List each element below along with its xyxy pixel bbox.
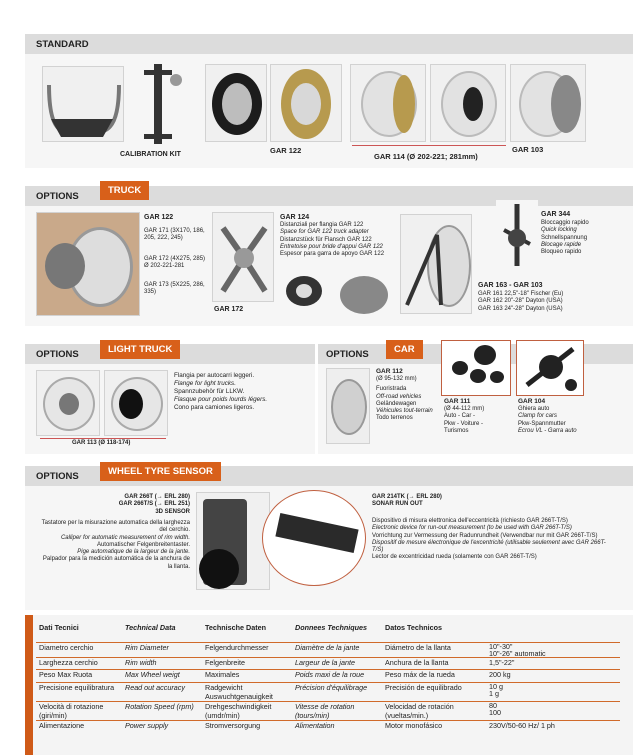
gar344-line-en: Quick locking (541, 227, 577, 234)
gar113-image-a (36, 370, 100, 436)
specs-value-cell: 200 kg (486, 670, 620, 683)
gar172-text: GAR 172 (4X275, 285) Ø 202-221-281 (144, 256, 206, 270)
specs-cell: Motor monofásico (382, 720, 486, 733)
gar124-line-en: Space for GAR 122 truck adapter (280, 229, 369, 236)
sensor-left-head (90, 494, 190, 516)
sonar-run-out-line: SONAR RUN OUT (372, 501, 423, 508)
sensor-left-de: Automatischer Felgenbreitentaster. (96, 541, 190, 548)
gar173-text: GAR 173 (5X225, 286, 335) (144, 282, 205, 296)
specs-row (36, 670, 620, 683)
light-truck-text (174, 372, 314, 412)
sensor-right-es: Lector de excentricidad rueda (solamente con GAR 266T-T/S) (372, 554, 537, 561)
gar163-image (400, 214, 472, 314)
gar344-title: GAR 344 (541, 211, 571, 218)
specs-cell: Vitesse de rotation (tours/min) (292, 701, 382, 720)
sensor-machine-image (196, 492, 270, 590)
sensor-right-it: Dispositivo di misura elettronica dell'eccentricità (richiesto GAR 266T-T/S) (372, 518, 568, 524)
gar104-image (516, 340, 584, 396)
gar111-title: GAR 111 (444, 398, 471, 405)
gar113-image-b (104, 370, 168, 436)
gar344-text (541, 220, 611, 256)
specs-cell: Read out accuracy (122, 682, 202, 701)
calibration-arm-icon (43, 67, 124, 142)
calibration-kit-label: CALIBRATION KIT (120, 151, 181, 158)
specs-cell: Radgewicht Auswuchtgenauigkeit (202, 682, 292, 701)
gar161-line: GAR 161 22,5"-18" Fischer (Eu) (478, 291, 564, 297)
specs-cell: Peso máx de la rueda (382, 670, 486, 683)
specs-value-cell: 80 100 (486, 701, 620, 720)
sensor-options-title: OPTIONS (36, 471, 79, 482)
gar124-title: GAR 124 (280, 214, 310, 221)
gar124-image (282, 272, 392, 318)
lt-line-de: Spannzubehör für LLKW. (174, 388, 245, 395)
gar104-title: GAR 104 (518, 398, 546, 405)
gar114-label: GAR 114 (Ø 202-221; 281mm) (374, 152, 478, 161)
specs-value-cell: 10"-30" 10"-26" automatic (486, 642, 620, 657)
specs-cell: Stromversorgung (202, 720, 292, 733)
gar162-line: GAR 162 20"-28" Dayton (USA) (478, 298, 563, 305)
light-truck-options-title: OPTIONS (36, 349, 79, 360)
gar266ts-line: GAR 266T/S (→ ERL 251) (118, 501, 190, 508)
gar163-line: GAR 163 24"-28" Dayton (USA) (478, 305, 563, 312)
gar114-image-b (430, 64, 506, 142)
car-options-title: OPTIONS (326, 349, 369, 360)
gar112-text (376, 376, 446, 423)
sensor-left-fr: Pige automatique de la largeur de la jante. (77, 549, 190, 556)
gar112-line-de: Geländewagen (376, 400, 417, 407)
gar171-text: GAR 171 (3X170, 186, 205, 222, 245) (144, 228, 205, 242)
specs-header-en: Technical Data (125, 623, 176, 632)
gar112-line-fr: Véhicules tout-terrain (376, 408, 433, 415)
specs-row (36, 682, 620, 701)
lt-line-es: Cono para camiones ligeros. (174, 404, 255, 411)
specs-cell: Larghezza cerchio (36, 657, 122, 670)
specs-cell: Felgenbreite (202, 657, 292, 670)
gar111-line-2: Turismos (444, 427, 469, 434)
truck-gar173 (144, 282, 206, 297)
gar113-divider (40, 438, 166, 439)
specs-cell: Precisione equilibratura (36, 682, 122, 701)
truck-adapter-image (36, 212, 140, 316)
sensor-3d-line: 3D SENSOR (155, 508, 190, 515)
specs-cell: Anchura de la llanta (382, 657, 486, 670)
gar104-line-en: Clamp for cars (518, 413, 558, 420)
gar104-text (518, 406, 598, 435)
specs-cell: Precisión de equilibrado (382, 682, 486, 701)
lt-line-en: Flange for light trucks. (174, 380, 236, 387)
specs-header-value (486, 622, 620, 642)
specs-cell: Peso Max Ruota (36, 670, 122, 683)
gar344-line-es: Bloqueo rapido (541, 249, 582, 256)
gar172-image (212, 212, 274, 302)
gar122-image (270, 64, 342, 142)
tab-wheel-tyre-sensor[interactable]: WHEEL TYRE SENSOR (100, 462, 221, 481)
gar112-line-it: Fuoristrada (376, 386, 407, 393)
specs-row (36, 642, 620, 657)
specs-cell: Maximales (202, 670, 292, 683)
specs-cell: Drehgeschwindigkeit (umdr/min) (202, 701, 292, 720)
gar161-163-list (478, 291, 618, 313)
gar124-text (280, 222, 400, 258)
specs-header-de: Technische Daten (205, 623, 266, 632)
truck-gar171 (144, 228, 206, 243)
wheel-rim-image (205, 64, 267, 142)
gar344-line-fr: Blocage rapide (541, 241, 582, 248)
specs-cell: Rim width (122, 657, 202, 670)
gar111-sub: (Ø 44-112 mm) (444, 406, 485, 412)
specs-cell: Précision d'équilibrage (292, 682, 382, 701)
lt-line-fr: Flasque pour poids lourds légers. (174, 396, 268, 403)
gar124-line-fr: Entretoise pour bride d'appui GAR 122 (280, 243, 383, 250)
truck-options-title: OPTIONS (36, 191, 79, 202)
gar124-line-es: Espesor para garra de apoyo GAR 122 (280, 251, 385, 258)
gar111-line-1: Pkw - Voiture - (444, 420, 484, 427)
sensor-left-it: Tastatore per la misurazione automatica della larghezza del cerchio. (41, 520, 190, 534)
gar112-line-es: Todo terrenos (376, 415, 413, 422)
gar112-sub: (Ø 95-132 mm) (376, 376, 417, 382)
sensor-left-es: Palpador para la medición automática de la anchura de la llanta. (42, 556, 190, 570)
specs-header-fr: Donnees Techniques (295, 623, 368, 632)
gar163-title: GAR 163 - GAR 103 (478, 282, 543, 289)
specs-cell: Largeur de la jante (292, 657, 382, 670)
sensor-right-en: Electronic device for run-out measurement (to be used with GAR 266T-T/S) (372, 525, 572, 532)
calibration-kit-image (42, 66, 124, 142)
specs-cell: Diámetro de la llanta (382, 642, 486, 657)
sensor-left-en: Calliper for automatic measurement of rim width. (60, 534, 190, 541)
gar112-title: GAR 112 (376, 368, 403, 375)
specs-header-row (36, 622, 620, 642)
gar266t-line: GAR 266T (→ ERL 280) (124, 494, 190, 500)
gar122-std-label: GAR 122 (270, 146, 302, 155)
gar104-line-fr: Ecrou VL - Garra auto (518, 427, 577, 434)
tab-light-truck[interactable]: LIGHT TRUCK (100, 340, 180, 359)
gar111-image (441, 340, 511, 396)
specs-cell: Velocidad de rotación (vueltas/min.) (382, 701, 486, 720)
specs-value-cell: 230V/50-60 Hz/ 1 ph (486, 720, 620, 733)
gar112-line-en: Off-road vehicles (376, 393, 422, 400)
sensor-right-fr: Dispositif de mesure électronique de l'excentricité (utilisable seulement avec GAR 266T-T/S) (372, 539, 606, 554)
gar344-line-it: Bloccaggio rapido (541, 220, 589, 226)
gar114-image-a (350, 64, 426, 142)
gar344-image (496, 200, 538, 270)
specs-header-it: Dati Tecnici (39, 623, 79, 632)
gar124-line-de: Distanzstück für Flansch GAR 122 (280, 236, 372, 243)
gar114-divider (352, 145, 506, 146)
gar113-text: GAR 113 (Ø 118-174) (72, 440, 131, 446)
sensor-right-text (372, 518, 612, 562)
gar172-label: GAR 172 (214, 306, 244, 313)
gar103-image (510, 64, 586, 142)
tab-truck[interactable]: TRUCK (100, 181, 149, 200)
calibration-bar-image (132, 60, 188, 148)
specs-cell: Felgendurchmesser (202, 642, 292, 657)
sensor-left-text (40, 520, 190, 571)
gar111-text (444, 406, 514, 435)
specs-table (36, 622, 620, 733)
gar112-image (326, 368, 370, 444)
sensor-right-head (372, 494, 512, 509)
truck-gar172 (144, 256, 206, 271)
lt-line-it: Flangia per autocarri leggeri. (174, 372, 255, 379)
specs-cell: Rotation Speed (rpm) (122, 701, 202, 720)
specs-cell: Power supply (122, 720, 202, 733)
standard-header-bar (25, 34, 633, 54)
sensor-right-de: Vorrichtung zur Vermessung der Radunrundheit (Verwendbar nur mit GAR 266T-T/S) (372, 532, 598, 539)
specs-value-cell: 10 g 1 g (486, 682, 620, 701)
specs-cell: Poids maxi de la roue (292, 670, 382, 683)
gar111-line-0: Auto - Car - (444, 413, 476, 420)
specs-cell: Alimentazione (36, 720, 122, 733)
gar122-truck-label: GAR 122 (144, 214, 174, 221)
specs-row (36, 701, 620, 720)
gar104-line-de: Pkw-Spannmutter (518, 420, 566, 427)
sonar-sensor-image (262, 490, 366, 586)
specs-cell: Rim Diameter (122, 642, 202, 657)
gar113-label (72, 440, 130, 447)
specs-header-es: Datos Technicos (385, 623, 442, 632)
gar214tk-line: GAR 214TK (→ ERL 280) (372, 494, 442, 500)
tab-car[interactable]: CAR (386, 340, 423, 359)
specs-cell: Max Wheel weigt (122, 670, 202, 683)
specs-row (36, 657, 620, 670)
specs-cell: Diametro cerchio (36, 642, 122, 657)
gar104-line-it: Ghiera auto (518, 406, 550, 412)
specs-cell: Diamètre de la jante (292, 642, 382, 657)
standard-title: STANDARD (36, 39, 89, 50)
specs-row (36, 720, 620, 733)
specs-cell: Alimentation (292, 720, 382, 733)
gar344-line-de: Schnellspannung (541, 234, 588, 241)
specs-cell: Velocità di rotazione (giri/min) (36, 701, 122, 720)
gar124-line-it: Distanziali per flangia GAR 122 (280, 222, 364, 228)
specs-value-cell: 1,5"-22" (486, 657, 620, 670)
gar103-label: GAR 103 (512, 145, 544, 154)
